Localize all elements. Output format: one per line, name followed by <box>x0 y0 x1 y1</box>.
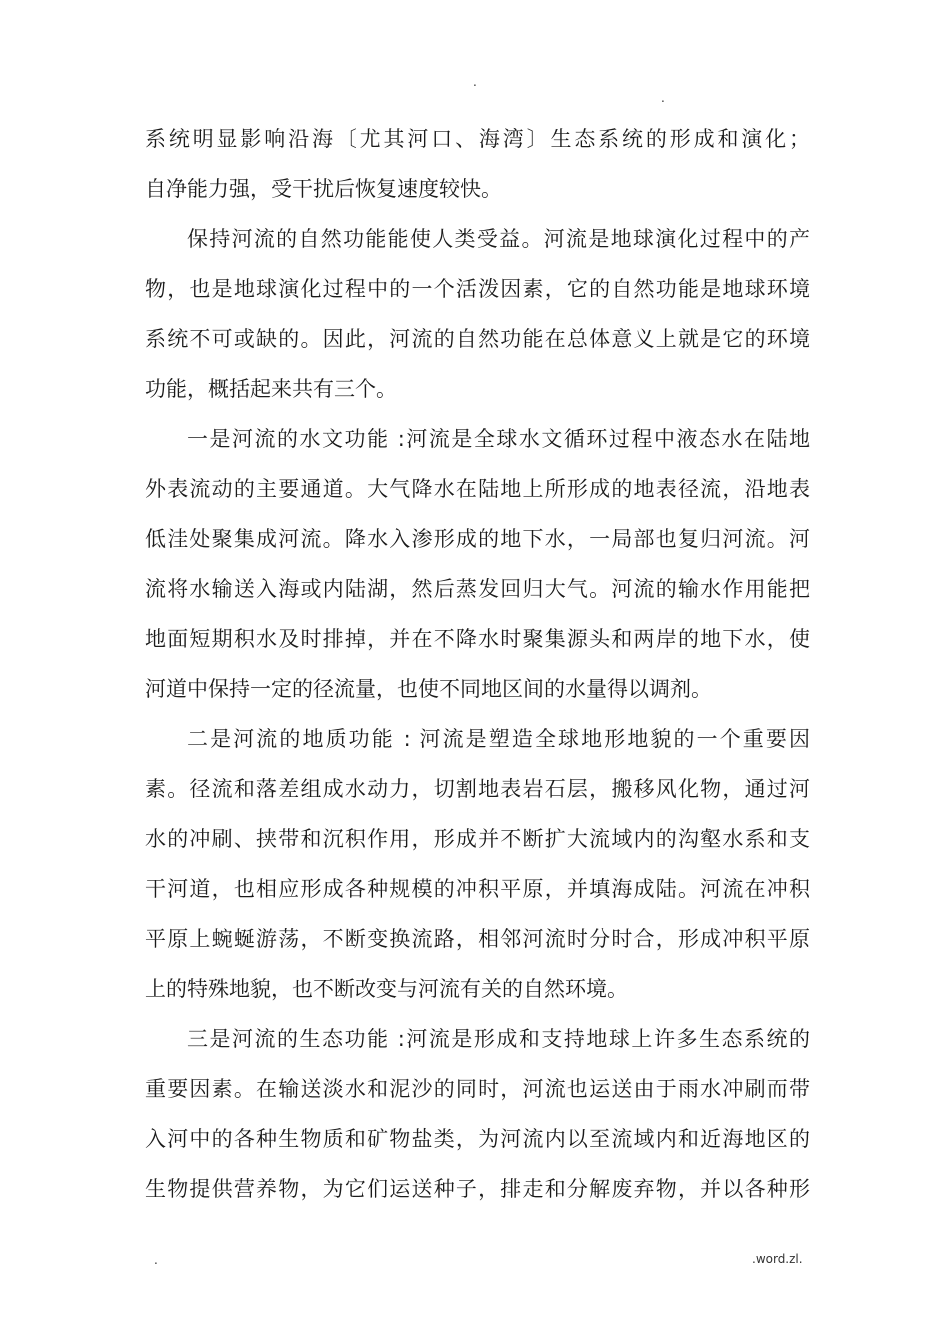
text-line: 三是河流的生态功能 :河流是形成和支持地球上许多生态系统的 <box>187 1027 810 1051</box>
footer-dot: . <box>154 1253 158 1267</box>
text-line: 自净能力强，受干扰后恢复速度较快。 <box>145 177 502 201</box>
text-line: 流将水输送入海或内陆湖，然后蒸发回归大气。河流的输水作用能把 <box>145 577 810 601</box>
text-line: 系统明显影响沿海〔尤其河口、海湾〕生态系统的形成和演化； <box>145 127 810 151</box>
paragraph <box>145 1014 810 1214</box>
text-line: 物，也是地球演化过程中的一个活泼因素，它的自然功能是地球环境 <box>145 277 810 301</box>
text-line: 二是河流的地质功能 : 河流是塑造全球地形地貌的一个重要因 <box>187 727 810 751</box>
text-line: 平原上蜿蜒游荡，不断变换流路，相邻河流时分时合，形成冲积平原 <box>145 927 810 951</box>
footer-source: .word.zl. <box>752 1252 803 1266</box>
text-line: 功能，概括起来共有三个。 <box>145 377 397 401</box>
text-line: 入河中的各种生物质和矿物盐类，为河流内以至流域内和近海地区的 <box>145 1127 810 1151</box>
header-dot-left: . <box>473 75 477 89</box>
paragraph <box>145 414 810 714</box>
text-line: 外表流动的主要通道。大气降水在陆地上所形成的地表径流，沿地表 <box>145 477 810 501</box>
text-line: 地面短期积水及时排掉，并在不降水时聚集源头和两岸的地下水，使 <box>145 627 810 651</box>
paragraph <box>145 114 810 214</box>
paragraph <box>145 214 810 414</box>
text-line: 一是河流的水文功能 :河流是全球水文循环过程中液态水在陆地 <box>187 427 810 451</box>
text-line: 系统不可或缺的。因此，河流的自然功能在总体意义上就是它的环境 <box>145 327 810 351</box>
text-line: 上的特殊地貌，也不断改变与河流有关的自然环境。 <box>145 977 628 1001</box>
text-line: 生物提供营养物，为它们运送种子，排走和分解废弃物，并以各种形 <box>145 1177 810 1201</box>
text-line: 水的冲刷、挟带和沉积作用，形成并不断扩大流域内的沟壑水系和支 <box>145 827 810 851</box>
document-body <box>145 114 810 1214</box>
text-line: 河道中保持一定的径流量，也使不同地区间的水量得以调剂。 <box>145 677 712 701</box>
text-line: 低洼处聚集成河流。降水入渗形成的地下水，一局部也复归河流。河 <box>145 527 810 551</box>
header-dot-right: . <box>661 91 665 105</box>
text-line: 干河道，也相应形成各种规模的冲积平原，并填海成陆。河流在冲积 <box>145 877 810 901</box>
text-line: 重要因素。在输送淡水和泥沙的同时，河流也运送由于雨水冲刷而带 <box>145 1077 810 1101</box>
text-line: 素。径流和落差组成水动力，切割地表岩石层，搬移风化物，通过河 <box>145 777 810 801</box>
text-line: 保持河流的自然功能能使人类受益。河流是地球演化过程中的产 <box>187 227 810 251</box>
paragraph <box>145 714 810 1014</box>
